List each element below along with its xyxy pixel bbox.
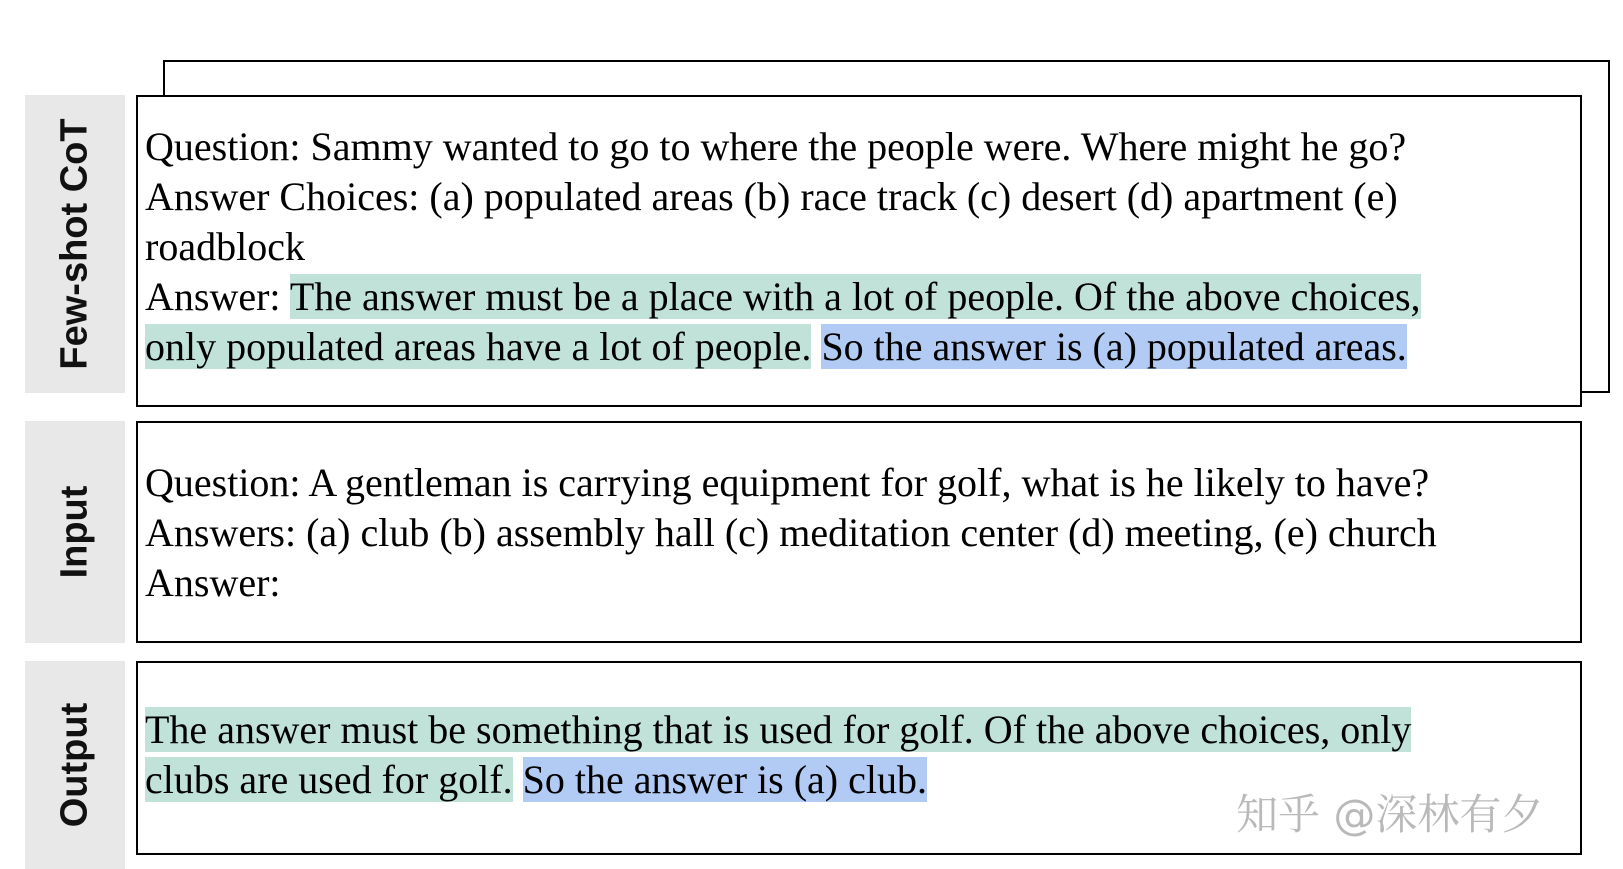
few-shot-final-answer-highlight: So the answer is (a) populated areas. <box>821 324 1407 369</box>
output-reasoning-highlight-1: The answer must be something that is used for golf. Of the above choices, only <box>145 707 1412 752</box>
watermark: 知乎 @深林有夕 <box>1236 790 1544 839</box>
input-text <box>145 458 1560 608</box>
output-label: Output <box>53 702 96 828</box>
input-label: Input <box>53 485 96 579</box>
output-line1 <box>145 705 1560 755</box>
few-shot-choices-line2: roadblock <box>145 224 305 269</box>
few-shot-choices-line1: Answer Choices: (a) populated areas (b) race track (c) desert (d) apartment (e) <box>145 174 1398 219</box>
input-answers: Answers: (a) club (b) assembly hall (c) meditation center (d) meeting, (e) church <box>145 510 1437 555</box>
few-shot-question: Question: Sammy wanted to go to where the people were. Where might he go? <box>145 124 1407 169</box>
few-shot-reasoning-highlight-1: The answer must be a place with a lot of people. Of the above choices, <box>289 274 1421 319</box>
input-answer-prefix: Answer: <box>145 560 281 605</box>
few-shot-answer-line2 <box>145 322 1560 372</box>
few-shot-label-box <box>25 95 125 393</box>
input-panel <box>136 421 1582 643</box>
few-shot-panel <box>136 95 1582 407</box>
few-shot-label: Few-shot CoT <box>53 118 96 370</box>
output-label-box <box>25 661 125 869</box>
few-shot-answer-prefix: Answer: <box>145 274 290 319</box>
few-shot-reasoning-highlight-2: only populated areas have a lot of people. <box>145 324 812 369</box>
input-question: Question: A gentleman is carrying equipment for golf, what is he likely to have? <box>145 460 1430 505</box>
few-shot-answer-line1 <box>145 272 1560 322</box>
few-shot-text <box>145 122 1560 372</box>
output-final-answer-highlight: So the answer is (a) club. <box>522 757 927 802</box>
input-label-box <box>25 421 125 643</box>
output-reasoning-highlight-2: clubs are used for golf. <box>145 757 513 802</box>
